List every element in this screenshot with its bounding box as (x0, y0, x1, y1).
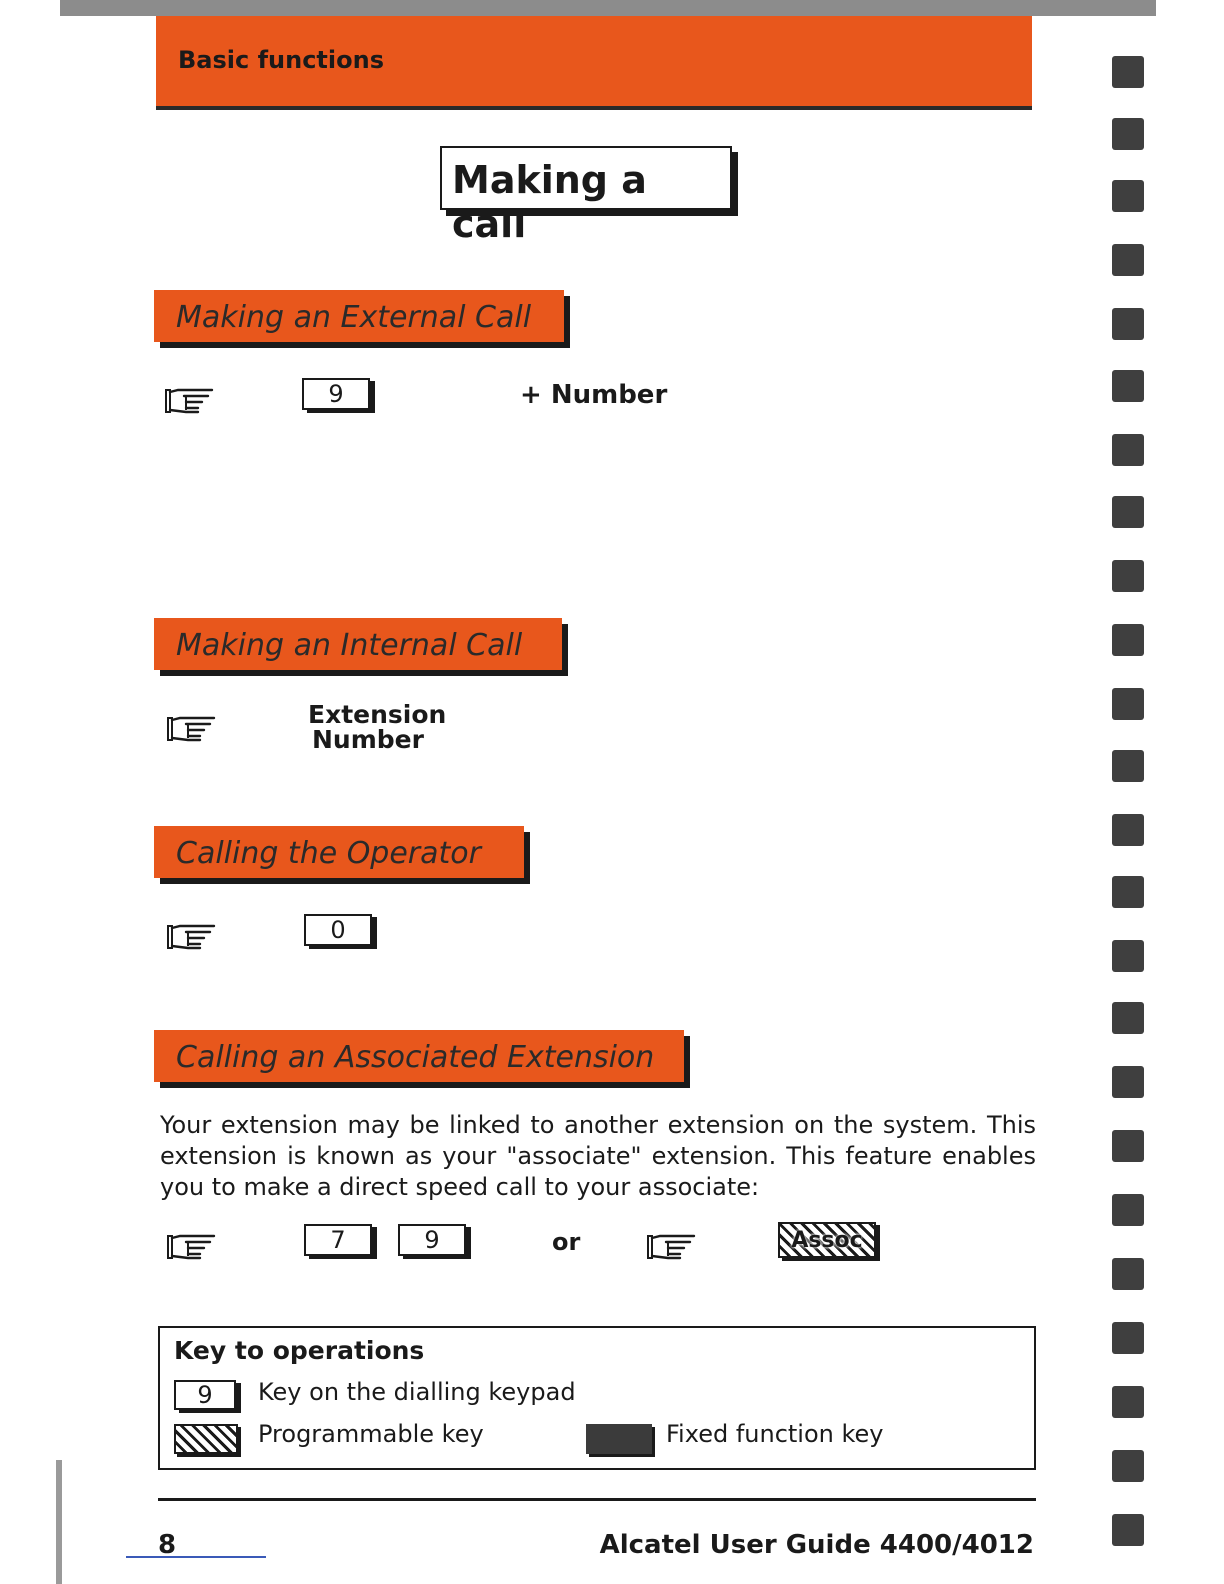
page-title (440, 146, 732, 246)
pointing-hand-icon (166, 920, 220, 950)
binding-mark (56, 1460, 62, 1584)
legend-dial-key-desc: Key on the dialling keypad (258, 1378, 576, 1406)
page-number: 8 (158, 1530, 177, 1560)
legend-prog-key-desc: Programmable key (258, 1420, 484, 1448)
key-to-operations-box (158, 1326, 1036, 1470)
page-tab-marker (1112, 688, 1144, 720)
section-heading-associate (154, 1030, 684, 1082)
section-heading-associate-text: Calling an Associated Extension (176, 1040, 655, 1075)
legend-programmable-key (174, 1424, 238, 1454)
page-tab-marker (1112, 814, 1144, 846)
page-tab-marker (1112, 1386, 1144, 1418)
header-band (156, 16, 1032, 110)
legend-title: Key to operations (174, 1336, 425, 1365)
page-tab-marker (1112, 750, 1144, 782)
section-heading-operator-text: Calling the Operator (176, 836, 481, 871)
page-title-text: Making a call (452, 158, 647, 246)
top-rule (60, 0, 1156, 16)
page-tab-marker (1112, 876, 1144, 908)
page-tab-marker (1112, 560, 1144, 592)
internal-number-label: Number (312, 725, 424, 754)
pointing-hand-icon (646, 1230, 700, 1260)
section-heading-external-text: Making an External Call (176, 300, 532, 335)
page-tab-marker (1112, 1450, 1144, 1482)
dial-key-9: 9 (398, 1224, 466, 1256)
pointing-hand-icon (166, 1230, 220, 1260)
page-tab-marker (1112, 370, 1144, 402)
page-tab-marker (1112, 496, 1144, 528)
legend-dial-key: 9 (174, 1380, 236, 1410)
page-tab-marker (1112, 434, 1144, 466)
dial-key-0: 0 (304, 914, 372, 946)
page-tab-marker (1112, 624, 1144, 656)
footer-rule (158, 1498, 1036, 1501)
dial-key-7: 7 (304, 1224, 372, 1256)
page-tab-marker (1112, 1002, 1144, 1034)
assoc-key-label: Assoc (791, 1228, 863, 1253)
assoc-programmable-key (778, 1222, 876, 1258)
page-tab-marker (1112, 1258, 1144, 1290)
internal-extension-label: Extension (308, 700, 447, 729)
page-tab-marker (1112, 308, 1144, 340)
page-tab-marker (1112, 1194, 1144, 1226)
page-tab-marker (1112, 1514, 1144, 1546)
associate-description: Your extension may be linked to another extension on the system. This extension is known as your "associate" extension. This feature enables you to make a direct speed call to your associate: (160, 1111, 1036, 1201)
section-heading-operator (154, 826, 524, 878)
page-tab-marker (1112, 56, 1144, 88)
page-tab-marker (1112, 118, 1144, 150)
footer-guide-title: Alcatel User Guide 4400/4012 (599, 1530, 1034, 1560)
or-label: or (552, 1228, 581, 1256)
external-number-suffix: + Number (520, 380, 668, 410)
section-heading-internal (154, 618, 562, 670)
section-heading-external (154, 290, 564, 342)
pointing-hand-icon (166, 712, 220, 742)
pointing-hand-icon (164, 384, 218, 414)
legend-fixed-key-desc: Fixed function key (666, 1420, 884, 1448)
section-heading-internal-text: Making an Internal Call (176, 628, 523, 663)
page-tab-marker (1112, 940, 1144, 972)
page-tab-marker (1112, 1322, 1144, 1354)
page-tab-marker (1112, 1130, 1144, 1162)
dial-key-9: 9 (302, 378, 370, 410)
page-tab-marker (1112, 1066, 1144, 1098)
page-tab-marker (1112, 244, 1144, 276)
page-tab-marker (1112, 180, 1144, 212)
header-section-label: Basic functions (178, 46, 384, 74)
scan-line (126, 1556, 266, 1558)
legend-fixed-function-key (586, 1424, 652, 1454)
